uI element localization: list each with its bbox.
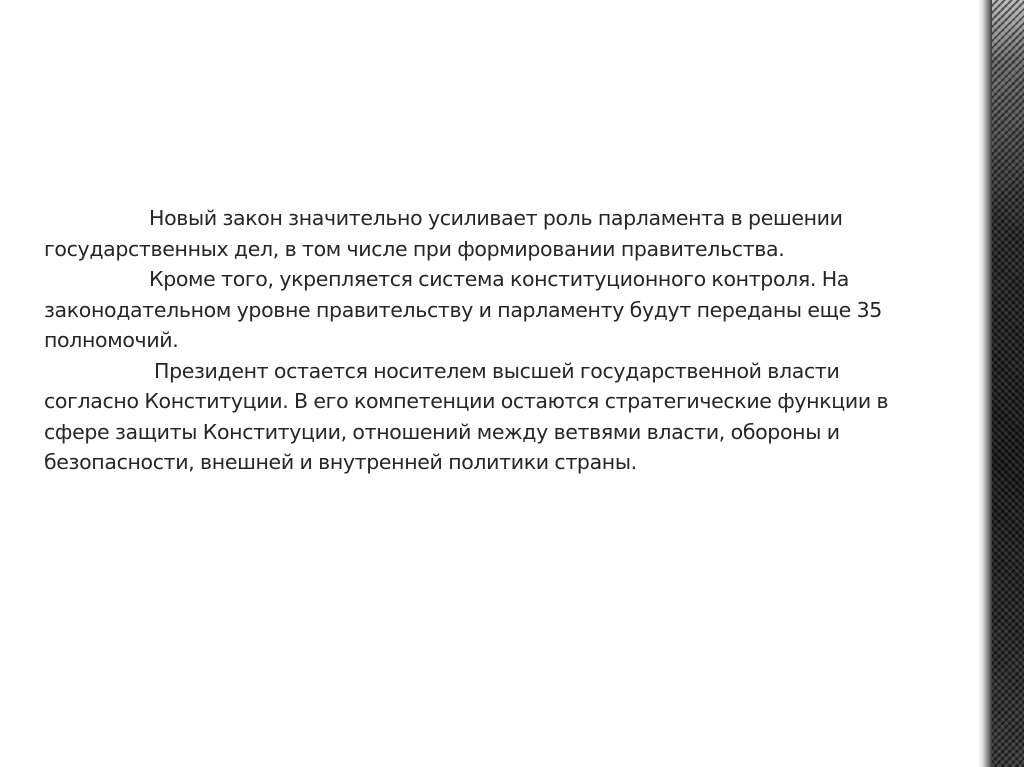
paragraph-1 xyxy=(44,203,924,264)
paragraph-3-line-2: согласно Конституции. В его компетенции остаются стратегические функции в xyxy=(44,389,889,413)
paragraph-3-line-3: сфере защиты Конституции, отношений между ветвями власти, обороны и xyxy=(44,419,840,444)
paragraph-2 xyxy=(44,264,924,356)
paragraph-1-line-1: Новый закон значительно усиливает роль парламента в решении xyxy=(149,206,843,230)
paragraph-3 xyxy=(44,356,924,478)
body-text xyxy=(44,203,924,478)
paragraph-2-line-3: полномочий. xyxy=(44,328,179,352)
paragraph-2-line-2: законодательном уровне правительству и парламенту будут переданы еще 35 xyxy=(44,297,882,322)
paragraph-3-line-1: Президент остается носителем высшей государственной власти xyxy=(154,358,840,383)
paragraph-1-line-2: государственных дел, в том числе при формировании правительства. xyxy=(44,236,785,261)
paragraph-3-line-4: безопасности, внешней и внутренней политики страны. xyxy=(44,450,637,474)
decorative-side-strip xyxy=(992,0,1024,767)
paragraph-2-line-1: Кроме того, укрепляется система конституционного контроля. На xyxy=(149,267,849,291)
page-edge-shadow xyxy=(978,0,992,767)
